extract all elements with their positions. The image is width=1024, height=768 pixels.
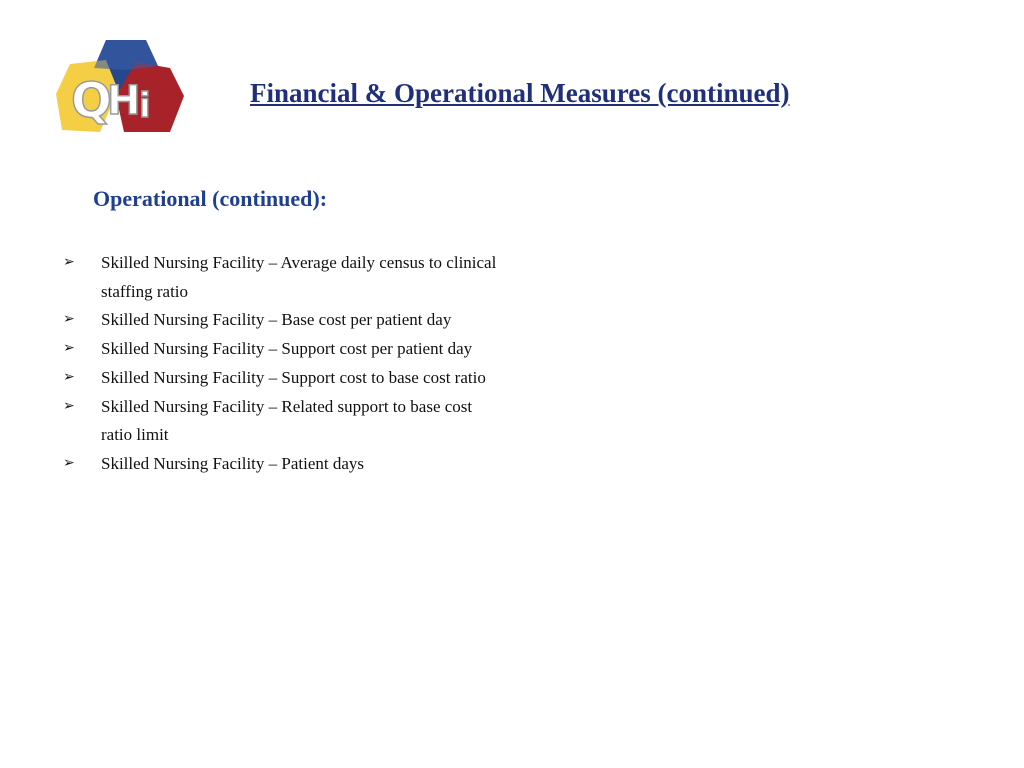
- bullet-text: Skilled Nursing Facility – Support cost per patient day: [101, 339, 473, 359]
- page-title: Financial & Operational Measures (continued): [250, 78, 790, 108]
- bullet-text: Skilled Nursing Facility – Average daily census to clinical staffing ratio: [101, 253, 497, 301]
- qhi-logo-graphic: [54, 38, 188, 136]
- arrow-bullet-icon: ➢: [63, 369, 75, 385]
- bullet-text: Skilled Nursing Facility – Patient days: [101, 453, 365, 473]
- arrow-bullet-icon: ➢: [63, 341, 75, 357]
- list-item: [60, 364, 500, 393]
- list-item: [60, 335, 500, 364]
- arrow-bullet-icon: ➢: [63, 455, 75, 471]
- arrow-bullet-icon: ➢: [63, 312, 75, 328]
- list-item: [60, 393, 500, 450]
- bullet-list: [60, 249, 500, 479]
- logo-letter-i: i: [139, 86, 151, 126]
- list-item: [60, 249, 500, 306]
- bullet-text: Skilled Nursing Facility – Related support to base cost ratio limit: [101, 396, 473, 445]
- bullet-text: Skilled Nursing Facility – Support cost to base cost ratio: [101, 367, 486, 387]
- bullet-text: Skilled Nursing Facility – Base cost per patient day: [101, 310, 452, 330]
- logo-letter-q: Q: [71, 73, 112, 129]
- logo-letter-h: H: [107, 78, 141, 124]
- qhi-logo: [54, 38, 188, 136]
- list-item: [60, 306, 500, 335]
- arrow-bullet-icon: ➢: [63, 398, 75, 414]
- arrow-bullet-icon: ➢: [63, 255, 75, 270]
- section-subheading: Operational (continued):: [93, 186, 328, 211]
- list-item: [60, 450, 500, 479]
